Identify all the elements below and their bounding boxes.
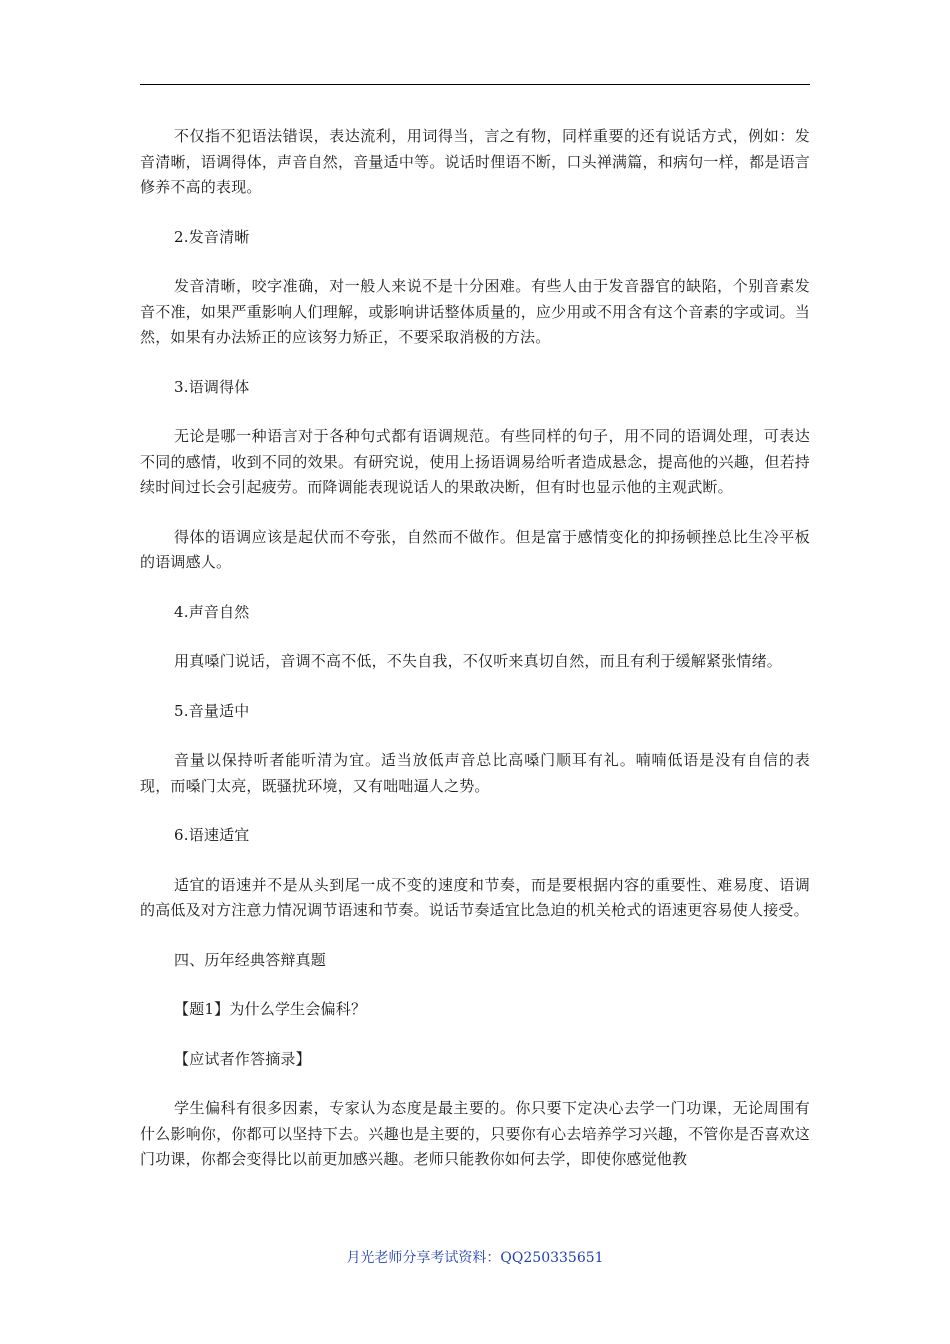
footer-watermark: 月光老师分享考试资料：QQ250335651 xyxy=(346,1250,604,1266)
question-1: 【题1】为什么学生会偏科？ xyxy=(174,1000,367,1018)
paragraph-natural-voice: 用真嗓门说话，音调不高不低，不失自我，不仅听来真切自然，而且有利于缓解紧张情绪。 xyxy=(174,652,783,670)
paragraph-intonation-appropriate: 得体的语调应该是起伏而不夸张，自然而不做作。但是富于感情变化的抑扬顿挫总比生冷平板的语调感人。 xyxy=(140,527,810,571)
heading-pronunciation: 2.发音清晰 xyxy=(174,227,250,246)
answer-excerpt-label: 【应试者作答摘录】 xyxy=(174,1049,311,1068)
heading-speed: 6.语速适宜 xyxy=(174,826,250,844)
paragraph-pronunciation: 发音清晰，咬字准确，对一般人来说不是十分困难。有些人由于发音器官的缺陷，个别音素发音不准，如果严重影响人们理解，或影响讲话整体质量的，应少用或不用含有这个音素的字或词。当然，如果有办法矫正的应该努力矫正，不要采取消极的方法。 xyxy=(140,277,810,346)
heading-intonation: 3.语调得体 xyxy=(174,377,250,396)
paragraph-volume: 音量以保持听者能听清为宜。适当放低声音总比高嗓门顺耳有礼。喃喃低语是没有自信的表现，而嗓门太亮，既骚扰环境，又有咄咄逼人之势。 xyxy=(140,751,810,795)
paragraph-intro: 不仅指不犯语法错误，表达流利，用词得当，言之有物，同样重要的还有说话方式，例如：发音清晰，语调得体，声音自然，音量适中等。说话时俚语不断，口头禅满篇，和病句一样，都是语言修养不高的表现。 xyxy=(140,127,810,196)
heading-past-questions: 四、历年经典答辩真题 xyxy=(174,950,327,969)
heading-natural-voice: 4.声音自然 xyxy=(174,602,250,621)
heading-volume: 5.音量适中 xyxy=(174,701,250,720)
paragraph-speed: 适宜的语速并不是从头到尾一成不变的速度和节奏，而是要根据内容的重要性、难易度、语调的高低及对方注意力情况调节语速和节奏。说话节奏适宜比急迫的机关枪式的语速更容易使人接受。 xyxy=(140,875,810,919)
paragraph-intonation: 无论是哪一种语言对于各种句式都有语调规范。有些同样的句子，用不同的语调处理，可表达不同的感情，收到不同的效果。有研究说，使用上扬语调易给听者造成悬念，提高他的兴趣，但若持续时间过长会引起疲劳。而降调能表现说话人的果敢决断，但有时也显示他的主观武断。 xyxy=(140,427,810,496)
document-body xyxy=(140,124,810,1173)
header-rule xyxy=(140,84,810,85)
paragraph-answer: 学生偏科有很多因素，专家认为态度是最主要的。你只要下定决心去学一门功课，无论周围有什么影响你，你都可以坚持下去。兴趣也是主要的，只要你有心去培养学习兴趣，不管你是否喜欢这门功课，你都会变得比以前更加感兴趣。老师只能教你如何去学，即使你感觉他教 xyxy=(140,1099,810,1168)
